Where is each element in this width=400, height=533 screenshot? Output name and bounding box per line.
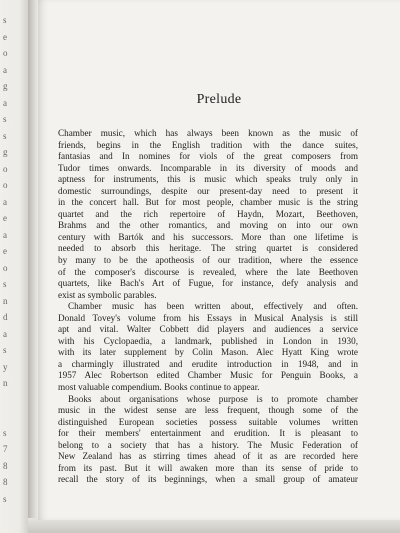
edge-char (3, 408, 17, 425)
edge-char: s (3, 493, 7, 504)
edge-char: 7 (3, 444, 8, 454)
text-line: Books about organisations whose purpose is to promote chamber (68, 393, 358, 404)
text-line: a charmingly illustrated and erudite introduction in 1948, and in (58, 358, 358, 369)
edge-char: o (3, 163, 8, 174)
text-line: exist as symbolic parables. (58, 289, 157, 300)
book-page (38, 0, 400, 520)
text-line: friends, begins in the English tradition with the dance suites, (58, 139, 358, 150)
text-line: for their members' entertainment and erudition. It is pleasant to (58, 428, 358, 439)
edge-char: g (3, 147, 8, 157)
text-line: from its past. But it will awaken more than its sense of pride to (58, 462, 358, 473)
previous-page-edge (0, 0, 28, 533)
text-line: most valuable compendium. Books continue to appear. (58, 382, 260, 393)
text-line: needed to absorb this heritage. The string quartet is considered (58, 243, 358, 254)
edge-char: s (3, 130, 7, 141)
book-gutter (28, 0, 38, 533)
text-line: Tudor times onwards. Incomparable in its diversity of moods and (58, 162, 358, 173)
text-line: domestic surroundings, despite our present-day need to present it (58, 185, 358, 196)
text-line: quartets, like Bach's Art of Fugue, for instance, defy analysis and (58, 278, 358, 289)
text-line: distinguished European societies possess suitable volumes written (58, 416, 358, 427)
text-line: of the composer's discourse is revealed, where the late Beethoven (58, 266, 358, 277)
text-line: quartet and the rich repertoire of Haydn, Mozart, Beethoven, (58, 208, 358, 219)
edge-char: 8 (3, 460, 8, 471)
previous-page-text-fragments (3, 12, 17, 507)
edge-char: 8 (3, 477, 8, 487)
text-line: by many to be the apotheosis of our tradition, where the essence (58, 255, 358, 266)
edge-char (3, 392, 17, 409)
text-line: century with Bartók and his successors. More than one lifetime is (58, 231, 358, 242)
text-line: 1957 Alec Robertson edited Chamber Music for Penguin Books, a (58, 370, 358, 381)
text-line: Brahms and the other romantics, and moving on into our own (58, 220, 358, 231)
text-line: in the concert hall. But for most people, chamber music is the string (58, 197, 358, 208)
edge-char: a (3, 64, 7, 75)
text-line: belong to a society that has a history. The Music Federation of (58, 439, 358, 450)
text-line: Donald Tovey's volume from his Essays in Musical Analysis is still (58, 312, 358, 323)
page-title: Prelude (196, 92, 242, 107)
edge-char: a (3, 328, 7, 339)
page-bottom-edge (28, 518, 400, 533)
edge-char: e (3, 31, 7, 42)
text-line: New Zealand has as stirring times ahead of it as are recorded here (58, 451, 358, 462)
text-line: Chamber music, which has always been known as the music of (58, 128, 358, 138)
text-line: aptness for instruments, this is music which speaks truly only in (58, 174, 358, 185)
edge-char: o (3, 180, 8, 190)
edge-char: o (3, 262, 8, 273)
edge-char: s (3, 279, 7, 289)
text-line: music in the widest sense are less frequent, though some of the (58, 405, 358, 416)
text-line: with its later supplement by Colin Mason. Alec Hyatt King wrote (58, 347, 358, 358)
edge-char: a (3, 196, 7, 207)
edge-char: e (3, 246, 7, 256)
text-line: Chamber music has been written about, effectively and often. (68, 301, 358, 312)
edge-char: d (3, 312, 8, 322)
edge-char: a (3, 97, 7, 108)
edge-char: s (3, 15, 7, 25)
edge-char: n (3, 295, 8, 306)
text-line: with his Cyclopaedia, a landmark, published in London in 1930, (58, 335, 358, 346)
edge-char: o (3, 48, 8, 58)
edge-char: s (3, 345, 7, 355)
edge-char: y (3, 361, 8, 372)
text-line: recall the story of its beginnings, when a small group of amateur (58, 474, 358, 485)
edge-char: e (3, 213, 7, 223)
edge-char: a (3, 229, 7, 240)
edge-char: n (3, 378, 8, 388)
edge-char: g (3, 81, 8, 91)
edge-char: s (3, 427, 7, 438)
text-line: fantasias and In nomines for viols of the great composers from (58, 151, 358, 162)
body-text (58, 128, 358, 486)
text-line: apt and vital. Walter Cobbett did players and audiences a service (58, 324, 358, 335)
edge-char: s (3, 114, 7, 124)
